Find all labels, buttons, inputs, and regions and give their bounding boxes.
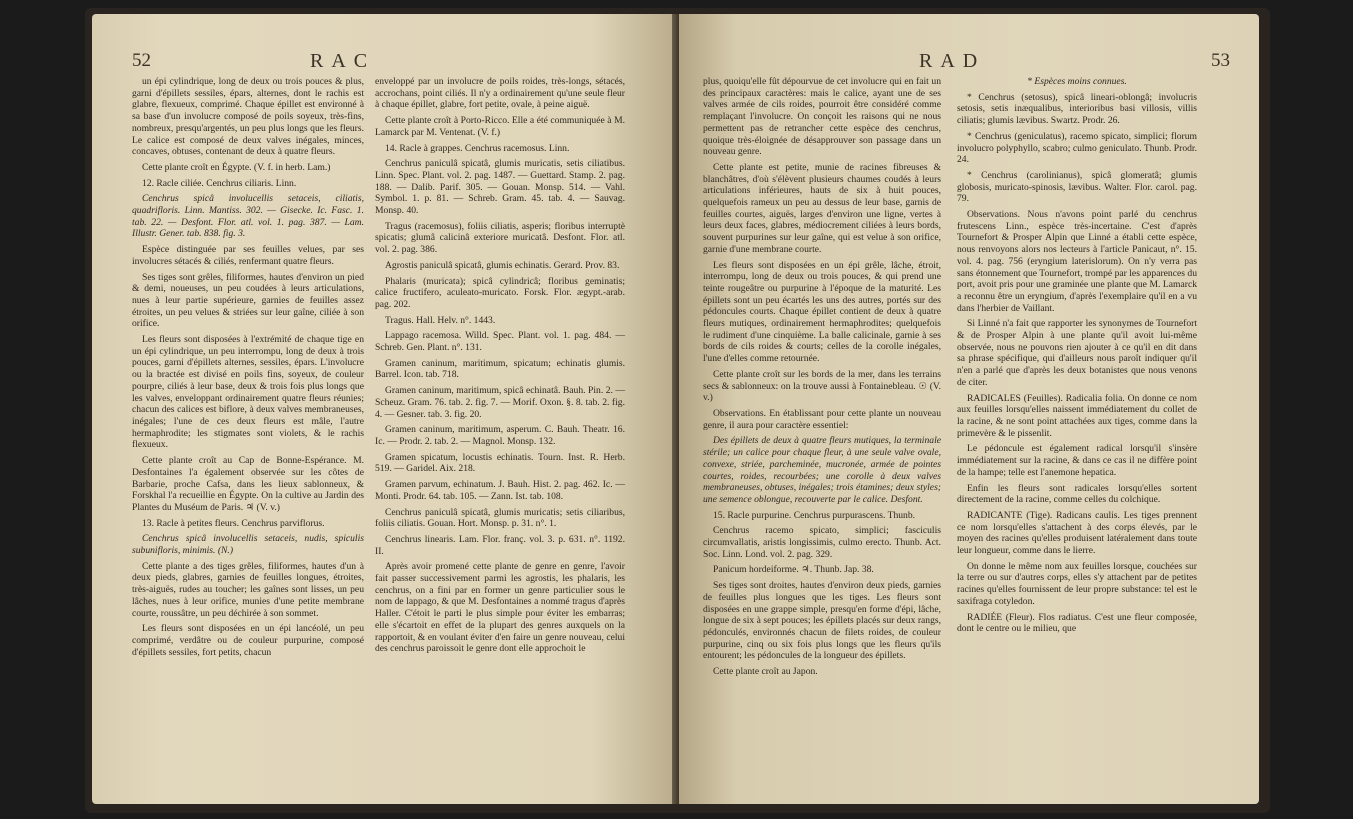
paragraph: RADIÉE (Fleur). Flos radiatus. C'est une fleur composée, dont le centre ou le milieu, que bbox=[957, 611, 1197, 635]
running-head: RAD bbox=[919, 50, 986, 72]
paragraph: Cette plante est petite, munie de racines fibreuses & blanchâtres, d'où s'élèvent plusieurs chaumes coudés à leurs articulations inférieures, hauts de six à huit pouces, quelquefois rameux un peu au dessus de leur base, garnis de feuilles courtes, aiguës, larges d'environ une ligne, vertes à leurs deux faces, glabres, médiocrement ciliées à leurs bords, souvent purpurines sur leur gaîne, qui est velue à son orifice, garnie d'une membrane courte. bbox=[703, 161, 941, 255]
entry-heading: 13. Racle à petites fleurs. Cenchrus parviflorus. bbox=[142, 517, 325, 529]
paragraph: Cenchrus paniculâ spicatâ, glumis muricatis; setis ciliaribus, foliis ciliatis. Gouan. Hort. Monsp. p. 31. n°. 1. bbox=[375, 506, 625, 530]
text-column-2 bbox=[375, 76, 625, 659]
paragraph: Gramen spicatum, locustis echinatis. Tourn. Inst. R. Herb. 519. — Garidel. Aix. 218. bbox=[375, 451, 625, 475]
paragraph: Cenchrus spicâ involucellis setaceis, ciliatis, quadrifloris. Linn. Mantiss. 302. — Gisecke. Ic. Fasc. 1. tab. 22. — Desfont. Flor. atl. vol. 1. pag. 387. — Lam. Illustr. Gener. tab. 838. fig. 3. bbox=[132, 193, 364, 240]
entry-heading: 15. Racle purpurine. Cenchrus purpurascens. Thunb. bbox=[713, 509, 916, 521]
paragraph: Tragus (racemosus), foliis ciliatis, asperis; floribus interruptè spicatis; glumâ calicinâ exteriore muricatâ. Desfont. Flor. atl. vol. 2. pag. 386. bbox=[375, 220, 625, 256]
paragraph: Cette plante croît en Égypte. (V. f. in herb. Lam.) bbox=[142, 161, 331, 173]
paragraph: Panicum hordeiforme. ♃. Thunb. Jap. 38. bbox=[713, 564, 874, 576]
paragraph: Cenchrus racemo spicato, simplici; fasciculis circumvallatis, aristis longissimis, culmo erecto. Thunb. Act. Soc. Linn. Lond. vol. 2. pag. 329. bbox=[703, 525, 941, 560]
paragraph: Agrostis paniculâ spicatâ, glumis echinatis. Gerard. Prov. 83. bbox=[385, 259, 620, 271]
page-number: 52 bbox=[132, 50, 151, 71]
paragraph: On donne le même nom aux feuilles lorsque, couchées sur la terre ou sur d'autres corps, elles s'y attachent par de petites racines qu'elles fournissent de leur propre substance: tel est le saxifraga cotyledon. bbox=[957, 560, 1197, 607]
paragraph: Les fleurs sont disposées en un épi grêle, lâche, étroit, interrompu, long de deux ou trois pouces, & qui prend une teinte rougeâtre ou purpurine à l'époque de la maturité. Les épillets sont un peu écartés les uns des autres, portés sur des pédoncules courts. Chaque épillet contient de deux à quatre fleurs mutiques, ordinairement hermaphrodites; quelquefois le rudiment d'une cinquième. La balle calicinale, garnie à ses bords de cils roides & courts; celles de la corolle inégales, l'une d'elles comme retournée. bbox=[703, 259, 941, 365]
paragraph: Cenchrus paniculâ spicatâ, glumis muricatis, setis ciliatibus. Linn. Spec. Plant. vol. 2. pag. 1487. — Guettard. Stamp. 2. pag. 188. — Dalib. Parif. 305. — Gouan. Monsp. 514. — Vahl. Symbol. 1. p. 81. — Schreb. Gram. 45. tab. 4. — Sauvag. Monsp. 40. bbox=[375, 158, 625, 217]
paragraph: Ses tiges sont grêles, filiformes, hautes d'environ un pied & demi, noueuses, un peu coudées à leurs articulations, nues à leur partie supérieure, garnies de feuilles assez étroites, un peu velues & striées sur leur gaîne, ciliée à son orifice. bbox=[132, 271, 364, 330]
paragraph: Cette plante croît au Cap de Bonne-Espérance. M. Desfontaines l'a également observée sur les côtes de Barbarie, proche Cafsa, dans les lieux sablonneux, & Forskhal l'a recueillie en Égypte. On la cultive au Jardin des Plantes du Muséum de Paris. ♃ (V. v.) bbox=[132, 455, 364, 513]
paragraph: Gramen caninum, maritimum, spicatum; echinatis glumis. Barrel. Icon. tab. 718. bbox=[375, 357, 625, 381]
paragraph: * Cenchrus (setosus), spicâ lineari-oblongâ; involucris setosis, setis inæqualibus, interioribus basi villosis, villis ciliatis; glumis lævibus. Swartz. Prodr. 26. bbox=[957, 91, 1197, 127]
right-page bbox=[679, 14, 1259, 804]
paragraph: RADICANTE (Tige). Radicans caulis. Les tiges prennent ce nom lorsqu'elles s'attachent à des corps élevés, par le moyen des racines qu'elles produisent latéralement dans toute leur longueur, comme dans le lierre. bbox=[957, 509, 1197, 557]
section-heading: * Espèces moins connues. bbox=[1027, 76, 1127, 87]
paragraph: Phalaris (muricata); spicâ cylindricâ; floribus geminatis; calice fructifero, aculeato-muricato. Forsk. Flor. ægypt.-arab. pag. 202. bbox=[375, 275, 625, 310]
paragraph: plus, quoiqu'elle fût dépourvue de cet involucre qui en fait un des principaux caractères: mais le calice, ayant une de ses valves armée de cils roides, pourroit être considéré comme remplaçant l'involucre. On conçoit les raisons qui ne nous permettent pas de retrancher cette espèce des cenchrus, quoique très-éloignée de désapprouver son passage dans un nouveau genre. bbox=[703, 76, 941, 158]
text-column-1 bbox=[703, 76, 941, 682]
paragraph: Après avoir promené cette plante de genre en genre, l'avoir fait passer successivement parmi les agrostis, les phalaris, les cenchrus, on a fini par en former un genre particulier sous le nom de lappago, & que M. Desfontaines a nommé tragus d'après Haller. C'étoit le parti le plus simple pour éviter les embarras; elle s'écartoit en effet de la plupart des genres auxquels on la rapportoit, & en voulant éviter d'en faire un genre nouveau, celui des cenchrus paroissoit le genre dont elle approchoit le bbox=[375, 561, 625, 655]
paragraph: Le pédoncule est également radical lorsqu'il s'insère immédiatement sur la racine, & dans ce cas il ne diffère point de la hampe; telle est l'anemone hepatica. bbox=[957, 443, 1197, 478]
paragraph: * Cenchrus (geniculatus), racemo spicato, simplici; florum involucro polyphyllo, scabro; culmo geniculato. Thunb. Prodr. 24. bbox=[957, 130, 1197, 166]
page-number: 53 bbox=[1211, 50, 1230, 71]
paragraph: Enfin les fleurs sont radicales lorsqu'elles sortent directement de la racine, comme celles du colchique. bbox=[957, 482, 1197, 506]
left-page bbox=[92, 14, 679, 804]
paragraph: Cette plante croît à Porto-Ricco. Elle a été communiquée à M. Lamarck par M. Ventenat. (V. f.) bbox=[375, 115, 625, 138]
paragraph: un épi cylindrique, long de deux ou trois pouces & plus, garni d'épillets sessiles, épars, alternes, dont le rachis est glabre, flexueux, comprimé. Chaque épillet est environné à sa base d'un involucre composé de poils soyeux, très-fins, nombreux, presqu'argentés, un peu plus longs que les fleurs. Le calice est composé de deux valves inégales, minces, concaves, obtuses, contenant de deux à quatre fleurs. bbox=[132, 76, 364, 158]
paragraph: Cenchrus linearis. Lam. Flor. franç. vol. 3. p. 631. n°. 1192. II. bbox=[375, 533, 625, 557]
paragraph: Observations. Nous n'avons point parlé du cenchrus frutescens Linn., espèce très-incertaine. C'est d'après Tournefort & Prosper Alpin que Linné a établi cette espèce, nous renvoyons alors nos lecteurs à l'article Panicaut, n°. 15. vol. 4. pag. 756 (eryngium laterislorum). On n'y verra pas sans étonnement que Tournefort, trompé par les apparences du port, avoit pris pour une graminée une plante que M. Lamarck a reconnu être un eryngium, d'après l'exemplaire qu'il en a vu dans l'herbier de Vaillant. bbox=[957, 209, 1197, 314]
paragraph: Des épillets de deux à quatre fleurs mutiques, la terminale stérile; un calice pour chaque fleur, à une seule valve ovale, convexe, striée, parcheminée, mucronée, armée de pointes courtes, roides, recourbées; une corolle à deux valves membraneuses, obtuses, inégales; trois étamines; deux styles; une semence oblongue, recouverte par le calice. Desfont. bbox=[703, 435, 941, 505]
paragraph: Les fleurs sont disposées à l'extrémité de chaque tige en un épi cylindrique, un peu interrompu, long de deux à trois pouces, garni d'épillets alternes, sessiles, épars. L'involucre ou la bractée est divisé en poils fins, soyeux, de couleur pourpre, ciliés à leur base, deux & trois fois plus longs que les valves, enveloppant ordinairement quatre fleurs réunies; chacun des calices est biflore, à deux valves membraneuses, inégales; l'une de ces deux fleurs est mâle, l'autre hermaphrodite; les stigmates sont violets, & le rachis flexueux. bbox=[132, 334, 364, 451]
text-column-2 bbox=[957, 76, 1197, 639]
paragraph: Gramen caninum, maritimum, spicâ echinatâ. Bauh. Pin. 2. — Scheuz. Gram. 76. tab. 2. fig. 7. — Morif. Oxon. §. 8. tab. 2. fig. 4. — Gesner. tab. 3. fig. 20. bbox=[375, 385, 625, 420]
text-column-1 bbox=[132, 76, 364, 662]
paragraph: Ses tiges sont droites, hautes d'environ deux pieds, garnies de feuilles plus longues que les tiges. Les fleurs sont disposées en une grappe simple, presqu'en forme d'épi, lâche, longue de six à sept pouces; les épillets placés sur deux rangs, pédonculés, environnés chacun de filets roides, de couleur purpurine, cinq ou six fois plus longs que les fleurs qu'ils entourent; les pédoncules de la longueur des épillets. bbox=[703, 580, 941, 662]
paragraph: Les fleurs sont disposées en un épi lancéolé, un peu comprimé, verdâtre ou de couleur purpurine, composé d'épillets sessiles, fort petits, chacun bbox=[132, 623, 364, 658]
paragraph: Gramen caninum, maritimum, asperum. C. Bauh. Theatr. 16. Ic. — Prodr. 2. tab. 2. — Magnol. Monsp. 132. bbox=[375, 424, 625, 447]
paragraph: enveloppé par un involucre de poils roides, très-longs, sétacés, accrochans, point ciliés. Il n'y a ordinairement qu'une seule fleur à chaque épillet, glabre, fort petite, ovale, à peine aiguë. bbox=[375, 76, 625, 111]
paragraph: RADICALES (Feuilles). Radicalia folia. On donne ce nom aux feuilles lorsqu'elles naissent immédiatement du collet de la racine, & ne sont point attachées aux tiges, comme dans la primevère & le pissenlit. bbox=[957, 392, 1197, 439]
running-head: RAC bbox=[310, 50, 376, 72]
paragraph: Gramen parvum, echinatum. J. Bauh. Hist. 2. pag. 462. Ic. — Monti. Prodr. 64. tab. 105. — Zann. Ist. tab. 108. bbox=[375, 479, 625, 502]
entry-heading: 12. Racle ciliée. Cenchrus ciliaris. Linn. bbox=[142, 177, 297, 189]
paragraph: Observations. En établissant pour cette plante un nouveau genre, il aura pour caractère essentiel: bbox=[703, 407, 941, 431]
paragraph: Cette plante croît sur les bords de la mer, dans les terrains secs & sablonneux: on la trouve aussi à Fontainebleau. ☉ (V. v.) bbox=[703, 368, 941, 404]
paragraph: * Cenchrus (carolinianus), spicâ glomeratâ; glumis globosis, muricato-spinosis, lævibus. Walter. Flor. carol. pag. 79. bbox=[957, 169, 1197, 205]
paragraph: Si Linné n'a fait que rapporter les synonymes de Tournefort & de Prosper Alpin à une plante qu'il avoit lui-même observée, nous ne pouvons rien ajouter à ce qu'il en dit dans sa phrase spécifique, qui d'ailleurs nous paroît indiquer qu'il n'en a parlé que d'après les deux botanistes que nous venons de citer. bbox=[957, 318, 1197, 388]
entry-heading: 14. Racle à grappes. Cenchrus racemosus. Linn. bbox=[385, 142, 570, 154]
paragraph: Cenchrus spicâ involucellis setaceis, nudis, spiculis subunifloris, minimis. (N.) bbox=[132, 533, 364, 557]
paragraph: Cette plante a des tiges grêles, filiformes, hautes d'un à deux pieds, glabres, garnies de feuilles longues, étroites, très-aiguës, rudes au toucher; les gaînes sont lisses, un peu lâches, nues à leur orifice, munies d'une petite membrane courte, roussâtre, un peu déchirée à son sommet. bbox=[132, 560, 364, 619]
paragraph: Tragus. Hall. Helv. n°. 1443. bbox=[385, 314, 496, 326]
paragraph: Espèce distinguée par ses feuilles velues, par ses involucres sétacés & ciliés, renfermant quatre fleurs. bbox=[132, 244, 364, 267]
paragraph: Cette plante croît au Japon. bbox=[713, 666, 818, 678]
paragraph: Lappago racemosa. Willd. Spec. Plant. vol. 1. pag. 484. — Schreb. Gen. Plant. n°. 131. bbox=[375, 330, 625, 354]
